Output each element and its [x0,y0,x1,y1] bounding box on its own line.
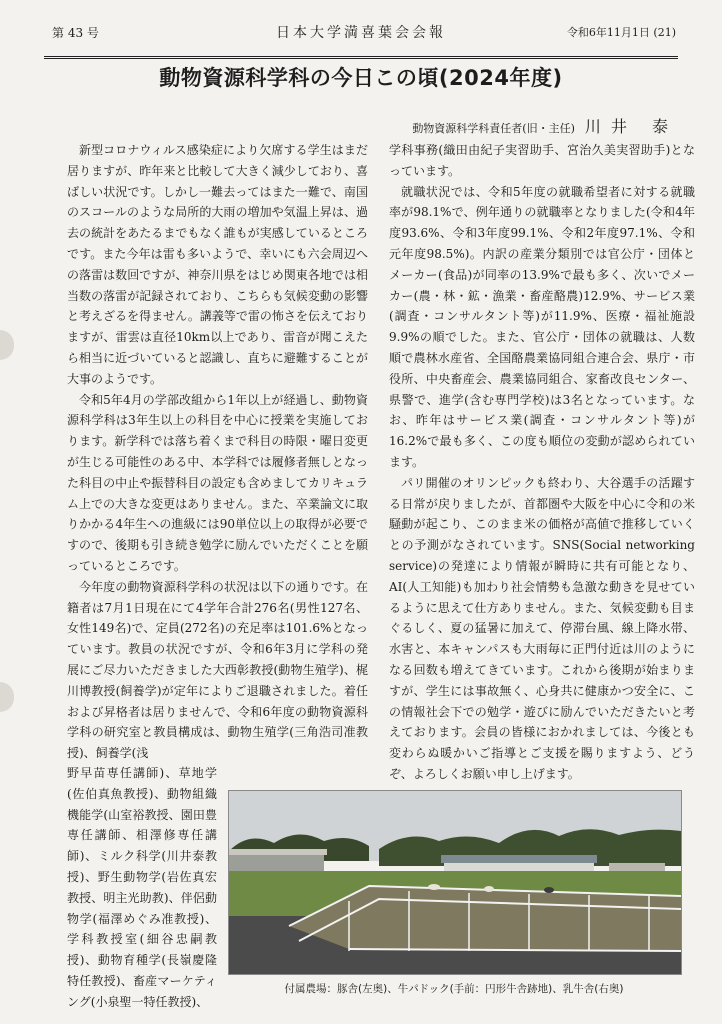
issue-number: 第 43 号 [52,26,99,40]
issue-date: 令和6年11月1日 (21) [566,26,676,39]
author-role: 動物資源科学科責任者(旧・主任) [412,122,575,135]
dairy-barn-roof [441,855,597,863]
farm-photo [228,790,682,975]
paragraph: 学科事務(織田由紀子実習助手、宮治久美実習助手)となっています。 [389,143,695,178]
cow [428,884,440,890]
pig-barn-roof [229,849,327,855]
newspaper-name: 日本大学満喜葉会会報 [276,25,446,41]
paragraph: 今年度の動物資源科学科の状況は以下の通りです。在籍者は7月1日現在にて4学年合計276名(男性127名、女性149名)で、定員(272名)の充足率は101.6%となっています。教員の状況ですが、令和6年3月に学科の発展にご尽力いただきました大西彰教授(動物生殖学)、梶川博教授(飼養学)が定年によりご退職されました。着任および昇格者は居りませんで、令和6年度の動物資源科学科の研究室と教員構成は、動物生殖学(三角浩司准教授)、飼養学(浅 [67,579,368,761]
pig-barn [229,853,324,871]
article-column-right [389,140,695,785]
header-rule [44,56,678,57]
binder-hole [0,682,14,712]
binder-hole [0,330,14,360]
article-byline [412,114,678,137]
page-header [24,6,698,42]
paragraph: 令和5年4月の学部改組から1年以上が経過し、動物資源科学科は3年生以上の科目を中心に授業を実施しております。新学科では落ち着くまで科目の時限・曜日変更が生じる可能性のある中、本学科では履修者無しとなった科目の中止や振替科目の設定も含めましてカリキュラム上での大きな変更はありません。また、卒業論文に取りかかる4年生への進級には90単位以上の取得が必要ですので、後期も引き続き勉学に励んでいただくことを願っているところです。 [67,392,368,573]
cow [484,886,494,892]
author-name: 川井 泰 [584,117,678,136]
paragraph: 野早苗専任講師)、草地学(佐伯真魚教授)、動物組織機能学(山室裕教授、園田豊専任講師、相澤修専任講師)、ミルク科学(川井泰教授)、野生動物学(岩佐真宏教授、明主光助教)、伴侶動物学(福澤めぐみ准教授)、学科教授室(細谷忠嗣教授)、動物育種学(長嶺慶隆特任教授)、畜産マーケティング(小泉聖一特任教授)、 [67,766,217,1009]
paragraph: パリ開催のオリンピックも終わり、大谷選手の活躍する日常が戻りましたが、首都圏や大阪を中心に令和の米騒動が起こり、このまま米の価格が高値で推移していくとの予測がなされています。SNS(Social networking service)の発達により情報が瞬時に共有可能となり、AI(人工知能)も加わり社会情勢も急激な動きを見せているように思えて仕方ありません。また、気候変動も目まぐるしく、夏の猛暑に加えて、停滞台風、線上降水帯、水害と、本キャンパスも大雨毎に正門付近は川のようになる回数も増えてきています。これから後期が始まりますが、学生には事故無く、心身共に健康かつ安全に、この情報社会下での勉学・遊びに励んでいただきたいと考えております。会員の皆様におかれましては、今後とも変わらぬ暖かいご指導とご支援を賜りますよう、どうぞ、よろしくお願い申し上げます。 [389,475,695,781]
paragraph: 新型コロナウィルス感染症により欠席する学生はまだ居りますが、昨年来と比較して大きく減少しており、喜ばしい状況です。しかし一難去ってはまた一難で、南国のスコールのような局所的大雨の増加や気温上昇は、過去の統計をあたるまでもなく誰もが実感しているところです。また今年は雷も多いようで、幸いにも六会周辺への落雷は数回ですが、神奈川県をはじめ関東各地では相当数の落雷が記録されており、こちらも気候変動の影響と考えざるを得ません。講義等で雷の怖さを伝えておりますが、雷雲は直径10km以上であり、雷音が聞こえたら相当に近づいていると認識し、直ちに避難することが大事のようです。 [67,143,368,386]
article-column-wrap [67,763,217,1013]
article-column-left [67,140,368,764]
header-rule-thin [44,58,678,59]
farm-photo-illustration [229,791,681,974]
paragraph: 就職状況では、令和5年度の就職希望者に対する就職率が98.1%で、例年通りの就職率となりました(令和4年度93.6%、令和3年度99.1%、令和2年度97.1%、令和元年度98.5%)。内訳の産業分類別では官公庁・団体とメーカー(食品)が同率の13.9%で最も多く、次いでメーカー(農・林・鉱・漁業・畜産酪農)12.9%、サービス業(調査・コンサルタント等)が11.9%、医療・福祉施設9.9%の順でした。また、官公庁・団体の就職は、人数順で農林水産省、全国酪農業協同組合連合会、県庁・市役所、中央畜産会、農業協同組合、家畜改良センター、県警で、進学(含む専門学校)は3名となっています。なお、昨年はサービス業(調査・コンサルタント等)が16.2%で最も多く、この度も順位の変動が認められています。 [389,184,695,469]
cow [544,887,554,893]
photo-caption: 付属農場：豚舎(左奥)、牛パドック(手前：円形牛舎跡地)、乳牛舎(右奥) [284,983,624,995]
article-title: 動物資源科学科の今日この頃(2024年度) [159,66,563,90]
